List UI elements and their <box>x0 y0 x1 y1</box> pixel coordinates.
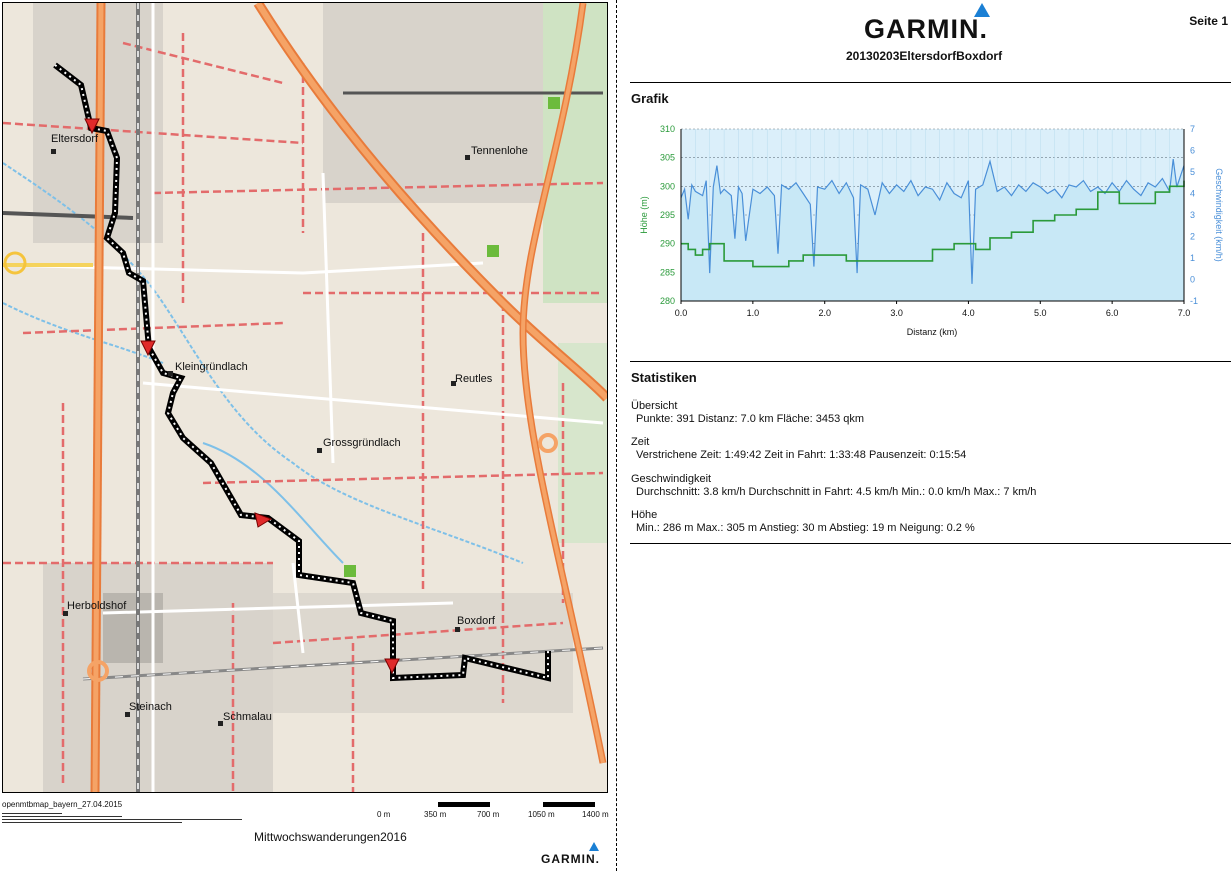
place-steinach: Steinach <box>129 701 172 713</box>
place-tennenlohe: Tennenlohe <box>471 145 528 157</box>
y2-axis-label: Geschwindigkeit (km/h) <box>1214 168 1224 262</box>
y-tick-label: 295 <box>659 210 675 220</box>
page-number: Seite 1 <box>1189 14 1228 28</box>
x-tick-label: 7.0 <box>1177 308 1191 318</box>
scale-bar-segment <box>438 802 490 807</box>
separator <box>630 543 1231 544</box>
scale-label: 1050 m <box>528 810 555 819</box>
x-tick-label: 6.0 <box>1105 308 1119 318</box>
map-footer-title: Mittwochswanderungen2016 <box>254 830 407 844</box>
statistiken-title: Statistiken <box>631 370 697 385</box>
y2-tick-label: -1 <box>1190 296 1199 306</box>
stat-heading-speed: Geschwindigkeit <box>631 473 712 485</box>
separator <box>630 361 1231 362</box>
garmin-triangle-icon <box>589 842 599 851</box>
scale-bar-segment <box>543 802 595 807</box>
map-canvas <box>3 3 607 792</box>
place-reutles: Reutles <box>455 373 493 385</box>
stat-line-overview: Punkte: 391 Distanz: 7.0 km Fläche: 3453 qkm <box>636 413 865 425</box>
y-tick-label: 285 <box>659 267 675 278</box>
place-marker <box>317 448 322 453</box>
y-tick-label: 300 <box>659 181 675 192</box>
x-axis-label: Distanz (km) <box>906 327 958 337</box>
track-name: 20130203EltersdorfBoxdorf <box>846 49 1003 63</box>
stat-line-speed: Durchschnitt: 3.8 km/h Durchschnitt in Fahrt: 4.5 km/h Min.: 0.0 km/h Max.: 7 km/h <box>636 486 1037 498</box>
y2-tick-label: 2 <box>1190 231 1196 242</box>
map-panel <box>0 0 612 871</box>
y-axis-label: Höhe (m) <box>639 196 649 234</box>
x-tick-label: 1.0 <box>746 308 760 318</box>
scale-label: 700 m <box>477 810 500 819</box>
stat-line-time: Verstrichene Zeit: 1:49:42 Zeit in Fahrt: 1:33:48 Pausenzeit: 0:15:54 <box>636 449 967 461</box>
x-tick-label: 0.0 <box>674 308 688 318</box>
page-divider <box>616 0 617 871</box>
garmin-logo-small: GARMIN. <box>541 852 600 866</box>
place-eltersdorf: Eltersdorf <box>51 133 99 145</box>
x-tick-label: 3.0 <box>890 308 903 318</box>
x-tick-label: 4.0 <box>962 308 975 318</box>
place-kleingruendlach: Kleingründlach <box>175 361 248 373</box>
y-tick-label: 280 <box>659 296 675 306</box>
stat-heading-time: Zeit <box>631 436 650 448</box>
place-schmalau: Schmalau <box>223 711 272 723</box>
scale-label: 350 m <box>424 810 447 819</box>
map-view[interactable] <box>2 2 608 793</box>
y2-tick-label: 3 <box>1190 210 1196 220</box>
copyright-lines <box>2 812 242 826</box>
y2-tick-label: 1 <box>1190 253 1196 263</box>
place-marker <box>51 149 56 154</box>
y-tick-label: 290 <box>659 238 675 249</box>
separator <box>630 82 1231 83</box>
map-source: openmtbmap_bayern_27.04.2015 <box>2 800 123 809</box>
report-panel <box>622 0 1231 871</box>
y2-tick-label: 5 <box>1190 167 1196 177</box>
y-tick-label: 305 <box>659 152 675 163</box>
place-marker <box>168 371 173 376</box>
x-tick-label: 5.0 <box>1034 308 1047 318</box>
stat-heading-overview: Übersicht <box>631 400 678 412</box>
y2-tick-label: 0 <box>1190 274 1196 285</box>
y-tick-label: 310 <box>659 124 675 134</box>
y2-tick-label: 7 <box>1190 124 1196 134</box>
scale-label: 0 m <box>377 810 391 819</box>
elevation-speed-chart <box>622 120 1231 345</box>
place-marker <box>455 627 460 632</box>
stat-line-elevation: Min.: 286 m Max.: 305 m Anstieg: 30 m Abstieg: 19 m Neigung: 0.2 % <box>636 522 975 534</box>
y2-tick-label: 4 <box>1190 188 1196 199</box>
scale-label: 1400 m <box>582 810 609 819</box>
y2-tick-label: 6 <box>1190 145 1196 156</box>
place-marker <box>465 155 470 160</box>
garmin-logo: GARMIN. <box>864 14 988 44</box>
x-tick-label: 2.0 <box>818 308 831 318</box>
grafik-title: Grafik <box>631 91 669 106</box>
place-herboldshof: Herboldshof <box>67 600 127 612</box>
place-grossgruendlach: Grossgründlach <box>323 437 401 449</box>
stat-heading-elevation: Höhe <box>631 509 658 521</box>
place-boxdorf: Boxdorf <box>457 615 495 627</box>
